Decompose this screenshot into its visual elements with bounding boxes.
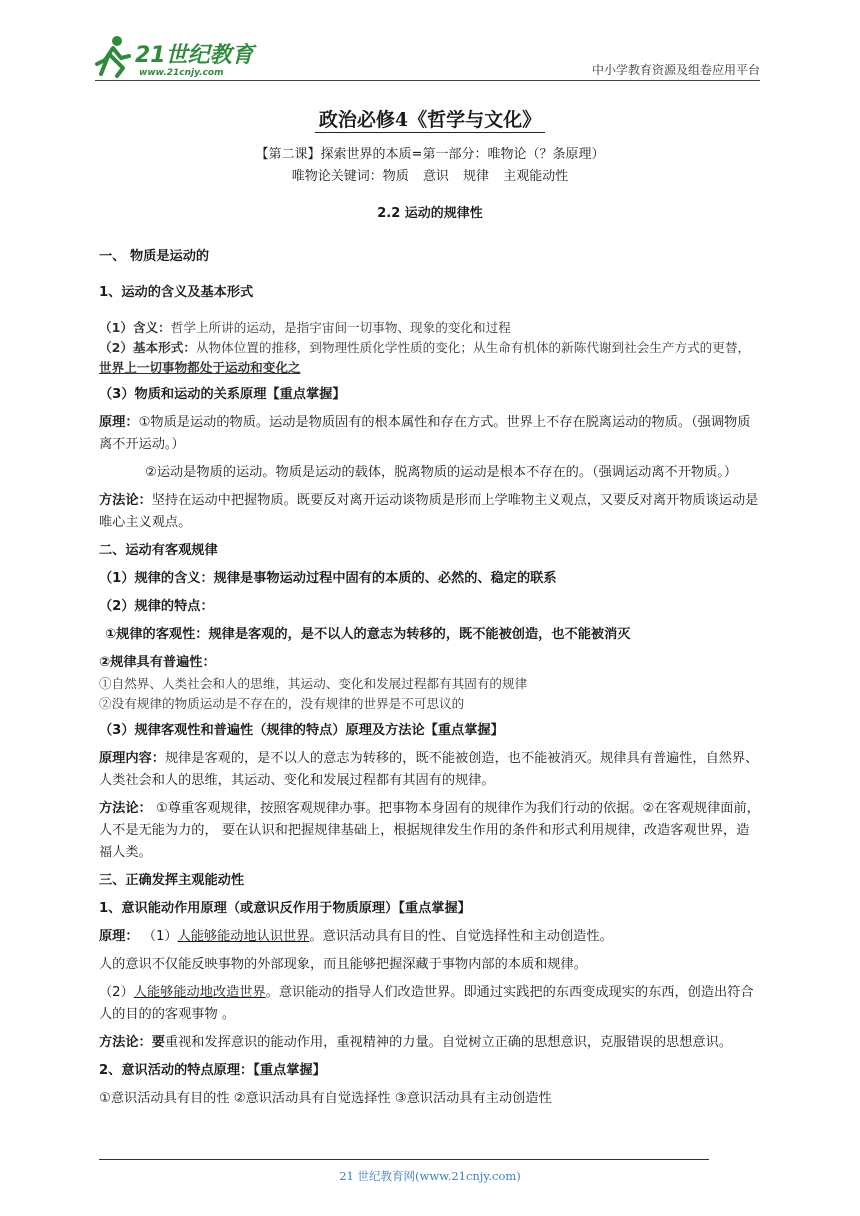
methodology-3-label: 方法论：要 — [99, 1035, 165, 1050]
principle-6-underline: 人能够能动地改造世界 — [133, 985, 266, 1000]
principle-4-label: 原理： — [99, 929, 139, 944]
methodology-1-text: 坚持在运动中把握物质。既要反对离开运动谈物质是形而上学唯物主义观点，又要反对离开物质谈运动是唯心主义观点。 — [99, 493, 759, 530]
runner-logo-icon — [95, 34, 275, 78]
universality-2: ②没有规律的物质运动是不存在的，没有规律的世界是不可思议的 — [99, 696, 465, 711]
forms-text: 从物体位置的推移，到物理性质化学性质的变化；从生命有机体的新陈代谢到社会生产方式的更替， — [195, 340, 751, 355]
principle-4-text: 。意识活动具有目的性、自觉选择性和主动创造性。 — [309, 929, 613, 944]
document-body — [99, 104, 761, 1110]
universality-1: ①自然界、人类社会和人的思维，其运动、变化和发展过程都有其固有的规律 — [99, 676, 528, 691]
principle-4-underline: 人能够能动地认识世界 — [177, 929, 310, 944]
header-divider — [95, 80, 760, 81]
footer-text: 21 世纪教育网(www.21cnjy.com) — [339, 1169, 521, 1183]
heading-1-1: 1、运动的含义及基本形式 — [99, 285, 254, 300]
heading-2-2b: ②规律具有普遍性： — [99, 655, 216, 670]
principle-6-pre: （2） — [99, 985, 134, 1000]
principle-6 — [99, 982, 761, 1026]
doc-keywords: 唯物论关键词：物质 意识 规律 主观能动性 — [291, 169, 569, 184]
logo — [95, 34, 275, 78]
heading-3-2: 2、意识活动的特点原理：【重点掌握】 — [99, 1063, 326, 1078]
principle-6-text: 。意识能动的指导人们改造世界。即通过实践把的东西变成现实的东西，创造出符合人的目的的客观事物 。 — [99, 985, 754, 1022]
heading-2-2: （2）规律的特点： — [99, 599, 214, 614]
doc-subtitle: 【第二课】探索世界的本质=第一部分：唯物论（？条原理） — [255, 147, 605, 162]
definition-label: （1）含义： — [99, 320, 171, 335]
methodology-3 — [99, 1032, 761, 1054]
methodology-2-text: ①尊重客观规律，按照客观规律办事。把事物本身固有的规律作为我们行动的依据。②在客观规律面前，人不是无能为力的， 要在认识和把握规律基础上，根据规律发生作用的条件和形式利用规律，改造客观世界，造福人类。 — [99, 801, 760, 860]
forms-underline: 世界上一切事物都处于运动和变化之 — [99, 360, 301, 375]
doc-title-text: 政治必修4《哲学与文化》 — [315, 109, 545, 133]
doc-title — [99, 104, 761, 136]
heading-2-2a: ①规律的客观性：规律是客观的，是不以人的意志为转移的，既不能被创造，也不能被消灭 — [105, 627, 631, 642]
consciousness-features: ①意识活动具有目的性 ②意识活动具有自觉选择性 ③意识活动具有主动创造性 — [99, 1091, 552, 1106]
heading-1-3: （3）物质和运动的关系原理【重点掌握】 — [99, 387, 346, 402]
principle-2: ②运动是物质的运动。物质是运动的载体，脱离物质的运动是根本不存在的。（强调运动离不开物质。） — [145, 465, 738, 480]
platform-name: 中小学教育资源及组卷应用平台 — [591, 63, 760, 77]
svg-text:21世纪教育: 21世纪教育 — [135, 43, 254, 68]
forms-paragraph — [99, 338, 761, 378]
definition-text: 哲学上所讲的运动，是指宇宙间一切事物、现象的变化和过程 — [170, 320, 511, 335]
svg-text:www.21cnjy.com: www.21cnjy.com — [139, 68, 224, 78]
forms-label: （2）基本形式： — [99, 340, 196, 355]
methodology-label: 方法论： — [99, 493, 152, 508]
section-heading: 2.2 运动的规律性 — [377, 206, 483, 221]
heading-2-1: （1）规律的含义：规律是事物运动过程中固有的本质的、必然的、稳定的联系 — [99, 571, 557, 586]
heading-1: 一、 物质是运动的 — [99, 249, 210, 264]
heading-2: 二、运动有客观规律 — [99, 543, 218, 558]
principle-1 — [99, 412, 761, 456]
methodology-3-text: 重视和发挥意识的能动作用，重视精神的力量。自觉树立正确的思想意识，克服错误的思想意识。 — [164, 1035, 732, 1050]
methodology-1 — [99, 490, 761, 534]
definition-paragraph — [99, 318, 761, 338]
methodology-2 — [99, 798, 761, 864]
heading-2-3: （3）规律客观性和普遍性（规律的特点）原理及方法论【重点掌握】 — [99, 723, 504, 738]
principle-content-label: 原理内容： — [99, 751, 165, 766]
heading-3: 三、正确发挥主观能动性 — [99, 873, 245, 888]
principle-1-text: ①物质是运动的物质。运动是物质固有的根本属性和存在方式。世界上不存在脱离运动的物质。（强调物质离不开运动。） — [99, 415, 751, 452]
principle-4-pre: （1） — [138, 929, 178, 944]
heading-3-1: 1、意识能动作用原理（或意识反作用于物质原理）【重点掌握】 — [99, 901, 471, 916]
page-header — [95, 34, 760, 84]
principle-3 — [99, 748, 761, 792]
principle-3-text: 规律是客观的，是不以人的意志为转移的，既不能被创造，也不能被消灭。规律具有普遍性，自然界、人类社会和人的思维，其运动、变化和发展过程都有其固有的规律。 — [99, 751, 759, 788]
methodology-2-label: 方法论： — [99, 801, 152, 816]
footer-divider — [99, 1159, 709, 1160]
principle-label: 原理： — [99, 415, 139, 430]
principle-5: 人的意识不仅能反映事物的外部现象，而且能够把握深藏于事物内部的本质和规律。 — [99, 957, 587, 972]
principle-4 — [99, 926, 761, 948]
